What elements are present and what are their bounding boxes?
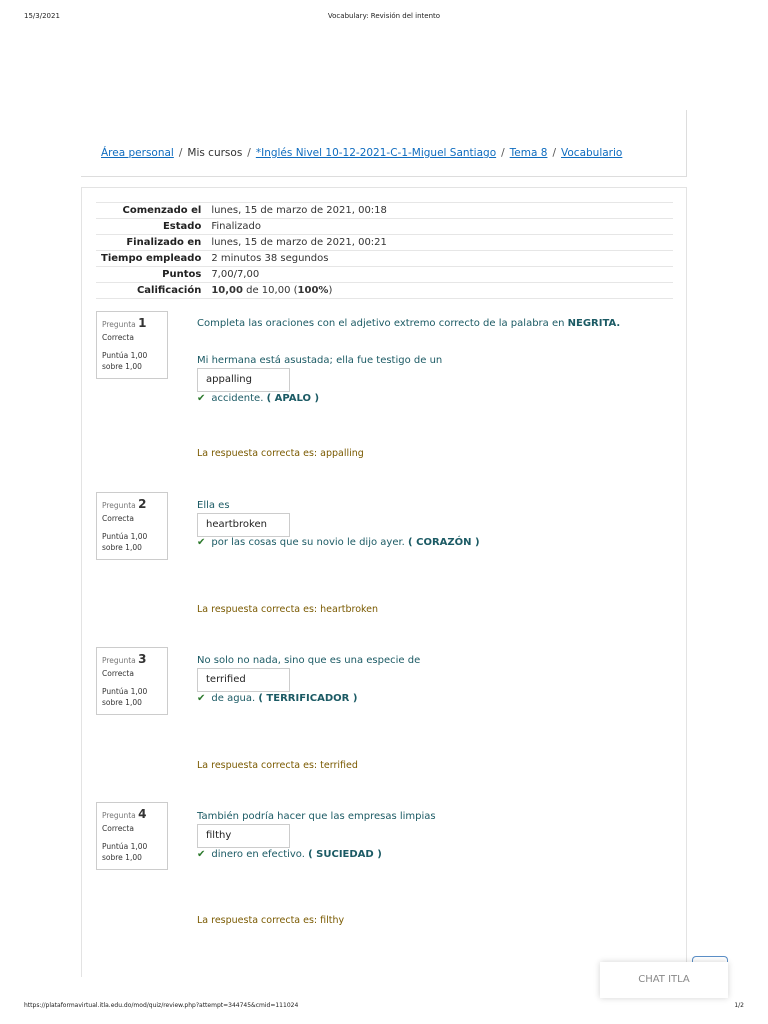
print-title: Vocabulary: Revisión del intento <box>327 12 441 20</box>
question-label: Pregunta <box>102 811 136 820</box>
print-page-number: 1/2 <box>734 1002 744 1009</box>
question-number <box>102 316 162 330</box>
answer-input[interactable]: appalling <box>197 368 290 392</box>
grade-max: de 10,00 ( <box>242 285 298 296</box>
question-state: Correcta <box>102 669 134 678</box>
question-continuation <box>197 537 480 548</box>
summary-label: Finalizado en <box>96 235 206 251</box>
answer-input[interactable]: filthy <box>197 824 290 848</box>
continuation-text: de agua. <box>211 693 259 704</box>
check-icon: ✔ <box>197 393 206 404</box>
chat-itla-button[interactable]: CHAT ITLA <box>600 962 728 998</box>
question-info-1 <box>96 311 168 379</box>
answer-input[interactable]: heartbroken <box>197 513 290 537</box>
instruction-text: Completa las oraciones con el adjetivo extremo correcto de la palabra en <box>197 318 568 329</box>
summary-row <box>96 251 673 267</box>
check-icon: ✔ <box>197 537 206 548</box>
question-number-value: 4 <box>138 807 147 821</box>
instruction-bold: NEGRITA. <box>567 318 621 329</box>
breadcrumb-separator: / <box>178 147 183 159</box>
question-text: Mi hermana está asustada; ella fue testigo de un <box>197 355 443 366</box>
summary-value: 2 minutos 38 segundos <box>206 251 673 267</box>
summary-label: Tiempo empleado <box>96 251 206 267</box>
question-text: También podría hacer que las empresas limpias <box>197 811 436 822</box>
breadcrumb-course[interactable]: *Inglés Nivel 10-12-2021-C-1-Miguel Santiago <box>255 147 497 159</box>
word-hint: ( TERRIFICADOR ) <box>258 693 358 704</box>
breadcrumb-separator: / <box>501 147 505 159</box>
question-grade-line: sobre 1,00 <box>102 543 142 552</box>
breadcrumb-card <box>81 110 687 177</box>
print-header <box>0 12 768 24</box>
summary-label: Comenzado el <box>96 203 206 219</box>
summary-row <box>96 203 673 219</box>
grade-percent: 100% <box>297 285 329 296</box>
correct-answer-feedback: La respuesta correcta es: filthy <box>197 915 345 926</box>
grade-score: 10,00 <box>211 285 243 296</box>
correct-answer-feedback: La respuesta correcta es: appalling <box>197 448 364 459</box>
summary-label: Calificación <box>96 283 206 299</box>
summary-row <box>96 283 673 299</box>
check-icon: ✔ <box>197 849 206 860</box>
question-state: Correcta <box>102 514 134 523</box>
summary-row <box>96 235 673 251</box>
summary-value: Finalizado <box>206 219 673 235</box>
print-date: 15/3/2021 <box>24 12 60 20</box>
continuation-text: por las cosas que su novio le dijo ayer. <box>211 537 409 548</box>
question-grade-line: sobre 1,00 <box>102 698 142 707</box>
breadcrumb-separator: / <box>247 147 251 159</box>
question-label: Pregunta <box>102 501 136 510</box>
summary-value: lunes, 15 de marzo de 2021, 00:21 <box>206 235 673 251</box>
question-text: No solo no nada, sino que es una especie de <box>197 655 421 666</box>
breadcrumb-separator: / <box>552 147 556 159</box>
summary-value: lunes, 15 de marzo de 2021, 00:18 <box>206 203 673 219</box>
question-grade-line: Puntúa 1,00 <box>102 532 148 541</box>
answer-input[interactable]: terrified <box>197 668 290 692</box>
print-footer <box>0 1002 768 1014</box>
question-grade <box>102 350 162 372</box>
summary-label: Estado <box>96 219 206 235</box>
continuation-text: accidente. <box>211 393 267 404</box>
question-continuation <box>197 393 319 404</box>
continuation-text: dinero en efectivo. <box>211 849 309 860</box>
breadcrumb <box>101 147 622 159</box>
check-icon: ✔ <box>197 693 206 704</box>
word-hint: ( APALO ) <box>266 393 320 404</box>
word-hint: ( SUCIEDAD ) <box>308 849 382 860</box>
question-info-4 <box>96 802 168 870</box>
question-state: Correcta <box>102 824 134 833</box>
question-state: Correcta <box>102 333 134 342</box>
question-number-value: 1 <box>138 316 147 330</box>
summary-value <box>206 283 673 299</box>
question-label: Pregunta <box>102 320 136 329</box>
summary-row <box>96 219 673 235</box>
question-label: Pregunta <box>102 656 136 665</box>
question-number <box>102 497 162 511</box>
question-grade-line: sobre 1,00 <box>102 853 142 862</box>
question-grade-line: sobre 1,00 <box>102 362 142 371</box>
question-continuation <box>197 693 357 704</box>
summary-row <box>96 267 673 283</box>
question-info-2 <box>96 492 168 560</box>
correct-answer-feedback: La respuesta correcta es: terrified <box>197 760 358 771</box>
question-info-3 <box>96 647 168 715</box>
question-grade-line: Puntúa 1,00 <box>102 842 148 851</box>
question-grade <box>102 531 162 553</box>
question-grade-line: Puntúa 1,00 <box>102 351 148 360</box>
correct-answer-feedback: La respuesta correcta es: heartbroken <box>197 604 379 615</box>
summary-label: Puntos <box>96 267 206 283</box>
question-instruction <box>197 318 620 329</box>
summary-value: 7,00/7,00 <box>206 267 673 283</box>
attempt-summary-table <box>96 202 673 299</box>
print-url: https://plataformavirtual.itla.edu.do/mod/quiz/review.php?attempt=344745&cmid=111024 <box>24 1002 299 1009</box>
word-hint: ( CORAZÓN ) <box>408 537 480 548</box>
quiz-review-card <box>81 187 687 977</box>
question-grade <box>102 686 162 708</box>
question-grade <box>102 841 162 863</box>
question-number-value: 3 <box>138 652 147 666</box>
question-number <box>102 807 162 821</box>
question-number <box>102 652 162 666</box>
question-continuation <box>197 849 382 860</box>
breadcrumb-tema[interactable]: Tema 8 <box>509 147 548 159</box>
breadcrumb-area-personal[interactable]: Área personal <box>101 147 174 159</box>
question-grade-line: Puntúa 1,00 <box>102 687 148 696</box>
question-text: Ella es <box>197 500 230 511</box>
grade-close: ) <box>328 285 333 296</box>
breadcrumb-mis-cursos: Mis cursos <box>187 147 243 159</box>
question-number-value: 2 <box>138 497 147 511</box>
breadcrumb-vocabulario[interactable]: Vocabulario <box>561 147 623 159</box>
